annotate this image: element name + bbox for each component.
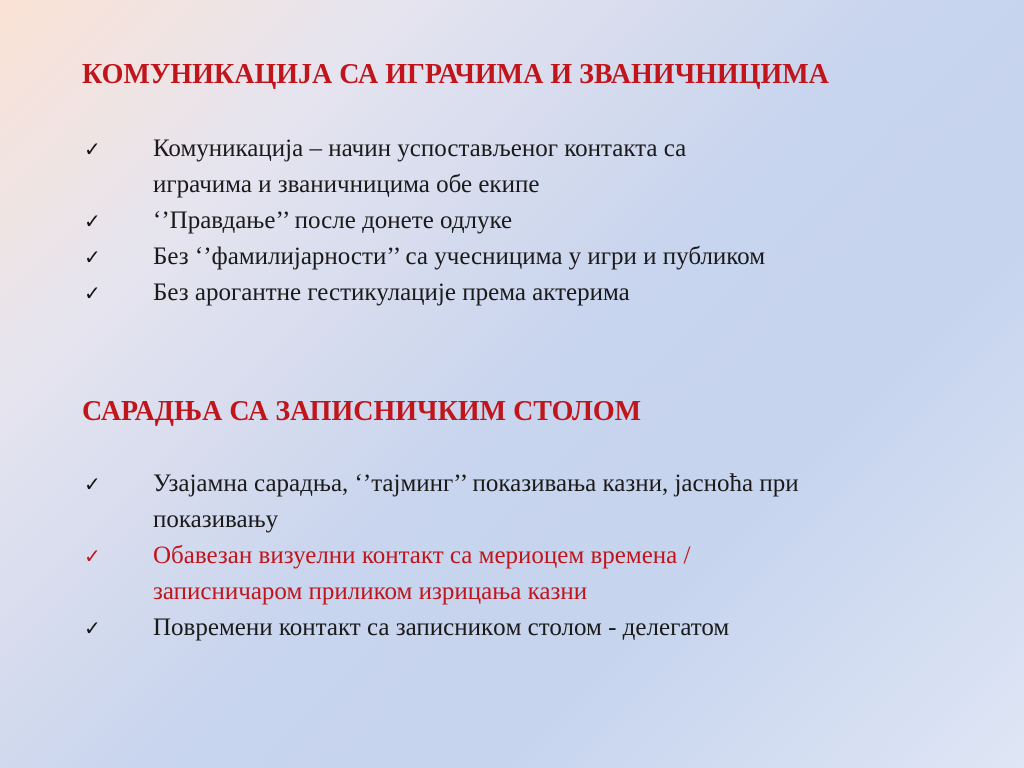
bullet-text: записничаром приликом изрицања казни [153,578,588,605]
bullet-text: Узајамна сарадња, ‘’тајминг’’ показивања казни, јасноћа при [153,470,799,497]
bullet-text: Обавезан визуелни контакт са мериоцем времена / [153,542,691,569]
bullet-text: Комуникација – начин успостављеног контакта са [153,135,687,162]
bullet-text: Без арогантне гестикулације према актерима [153,279,630,306]
section-title-communication: КОМУНИКАЦИЈА СА ИГРАЧИМА И ЗВАНИЧНИЦИМА [82,59,829,90]
bullet-text: показивању [153,506,279,533]
scorers-table-bullet-list [0,466,1024,646]
checkmark-icon: ✓ [84,616,101,640]
bullet-text: Повремени контакт са записникoм столом - делегатом [153,614,730,641]
bullet-item [0,466,1024,538]
checkmark-icon: ✓ [84,137,101,161]
checkmark-icon: ✓ [84,472,101,496]
bullet-item [0,610,1024,646]
checkmark-icon: ✓ [84,209,101,233]
communication-bullet-list [0,131,1024,311]
bullet-item [0,239,1024,275]
bullet-text: играчима и званичницима обе екипе [153,171,540,198]
checkmark-icon: ✓ [84,281,101,305]
checkmark-icon: ✓ [84,544,101,568]
bullet-text: Без ‘’фамилијарности’’ са учесницима у игри и публиком [153,243,766,270]
bullet-item [0,131,1024,203]
checkmark-icon: ✓ [84,245,101,269]
bullet-item-highlighted [0,538,1024,610]
bullet-text: ‘’Правдање’’ после донете одлуке [153,207,513,234]
bullet-item [0,203,1024,239]
section-title-scorers-table: САРАДЊА СА ЗАПИСНИЧКИМ СТОЛОМ [82,396,642,427]
bullet-item [0,275,1024,311]
